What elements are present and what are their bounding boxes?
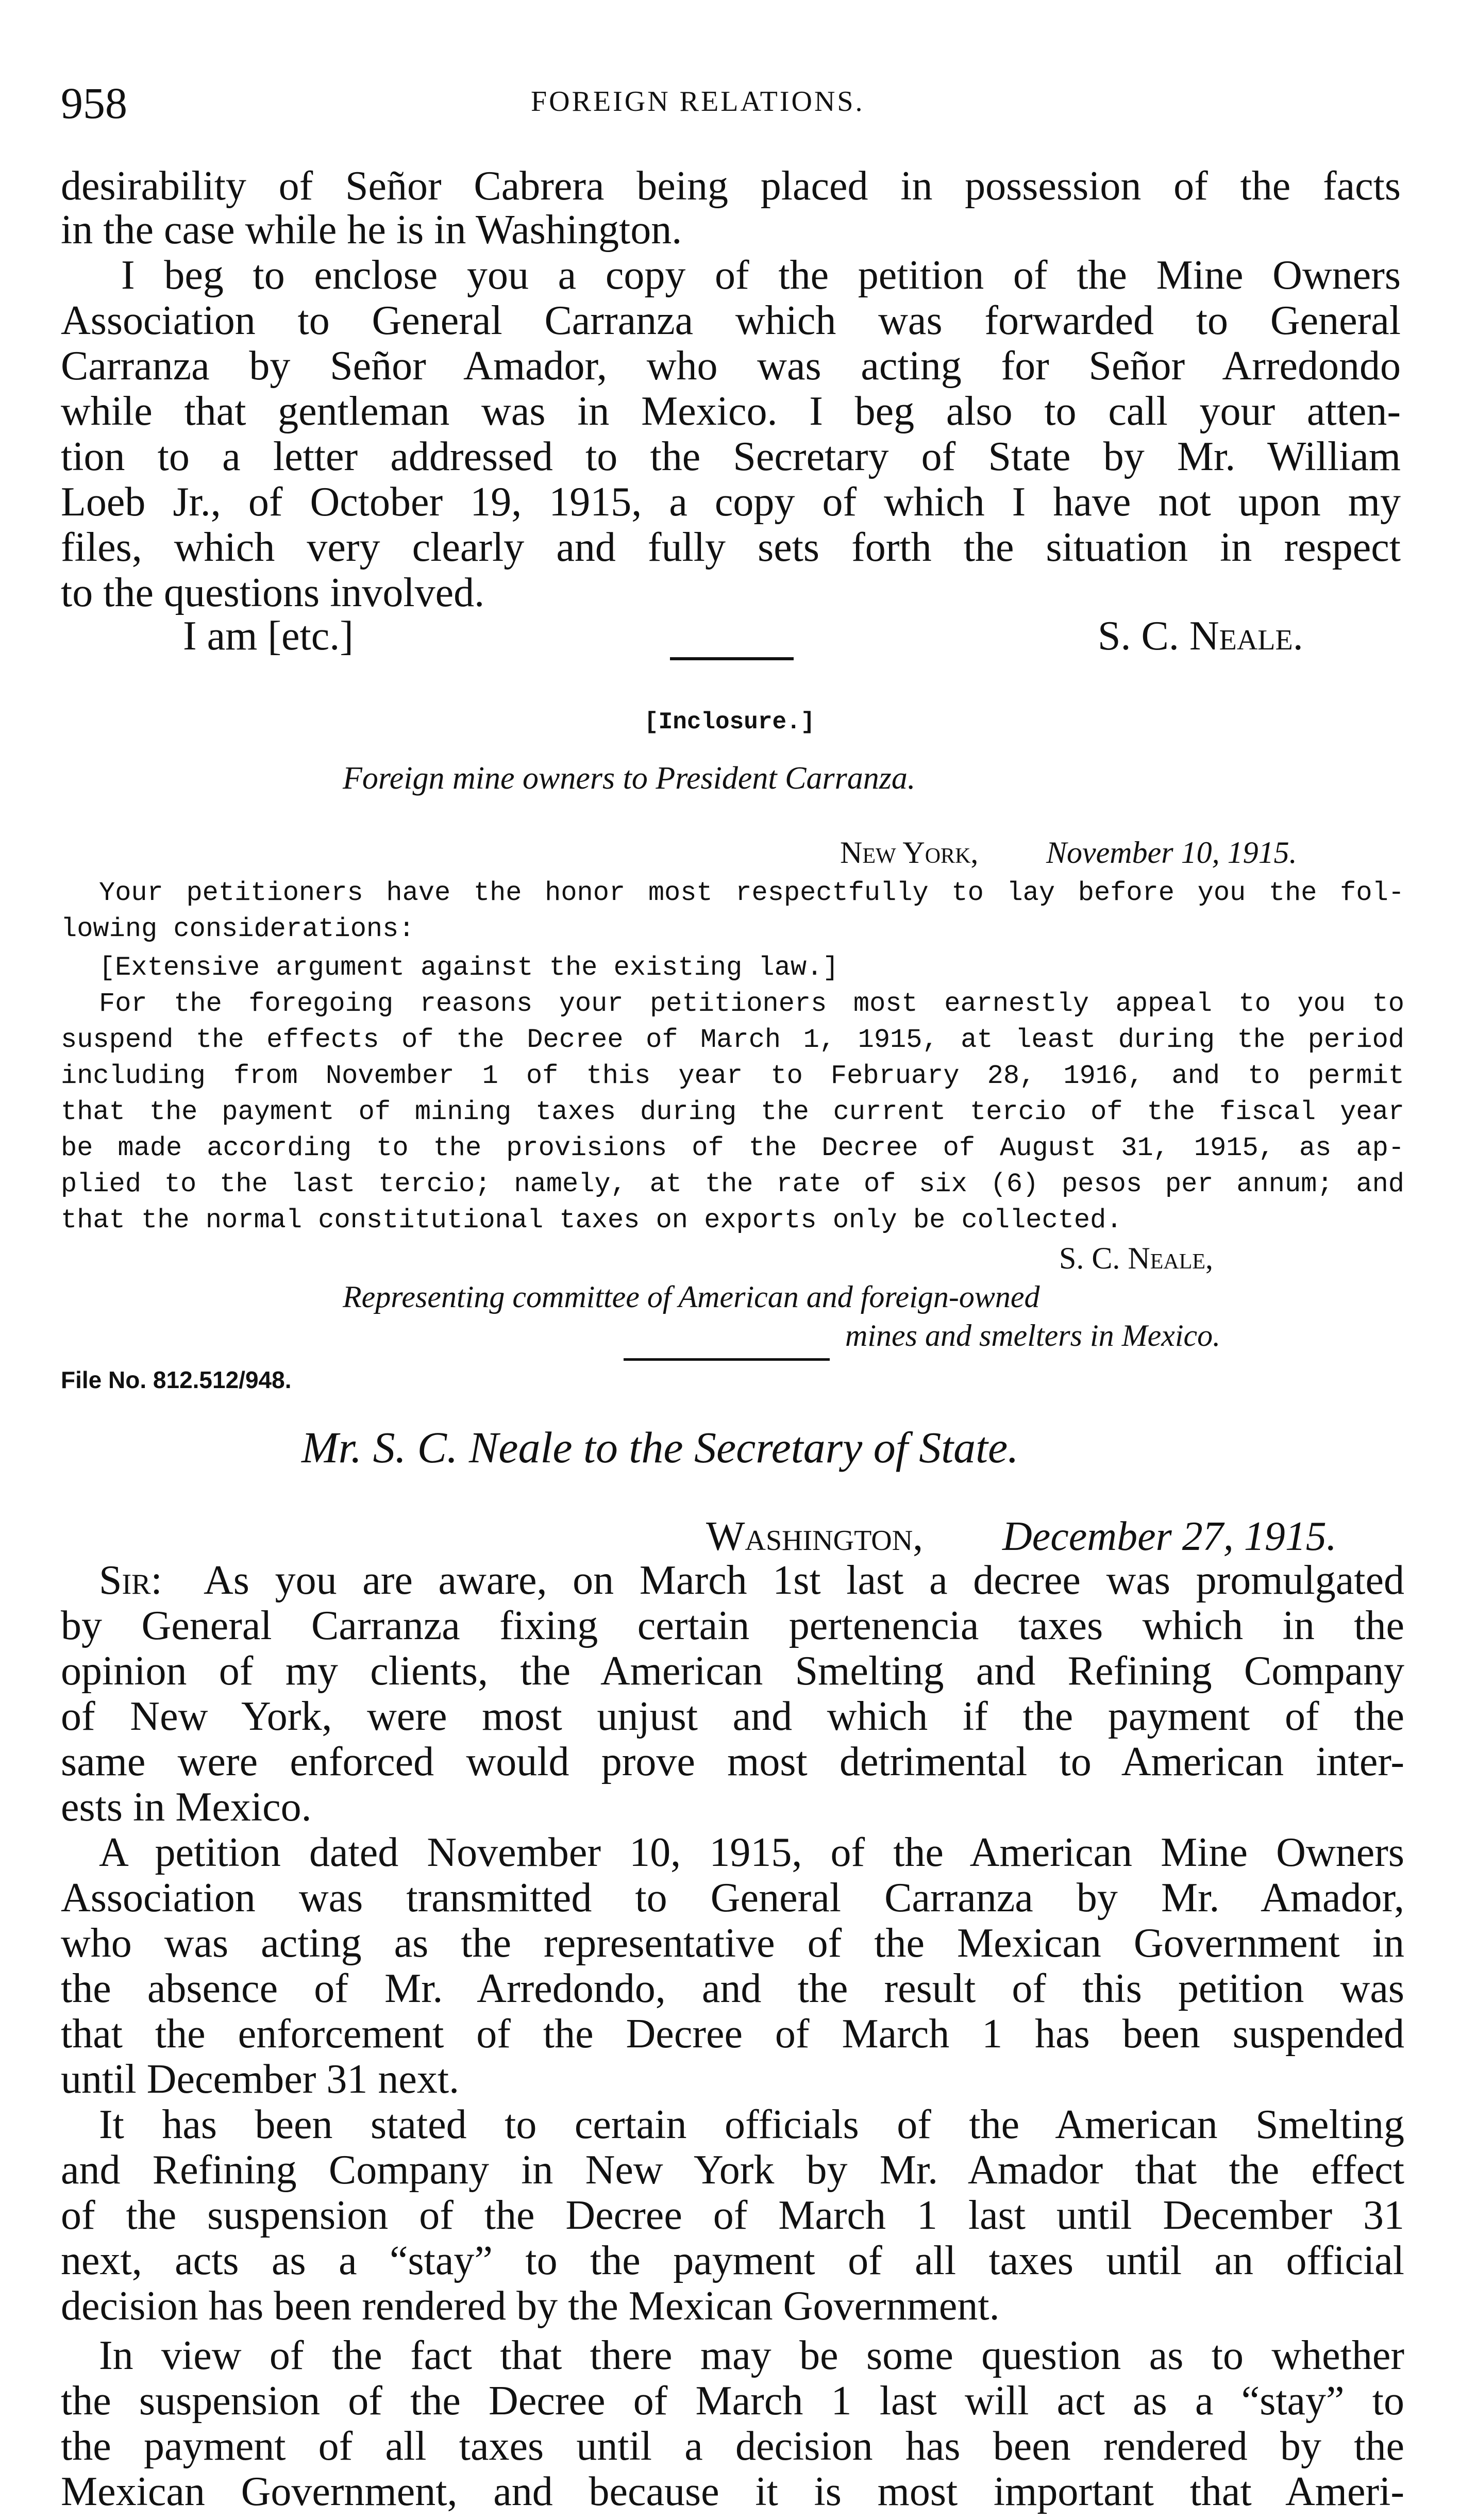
letter-line: and Refining Company in New York by Mr. Amador that the effect [61,2147,1404,2193]
text-line: Loeb Jr., of October 19, 1915, a copy of which I have not upon my [61,479,1401,525]
letter-line: until December 31 next. [61,2057,460,2102]
divider [670,657,794,660]
text-line: I beg to enclose you a copy of the petition of the Mine Owners [121,253,1401,298]
signature: S. C. Neale. [1098,613,1303,659]
letter-line: Association was transmitted to General Carranza by Mr. Amador, [61,1875,1404,1921]
inclosure-line: [Extensive argument against the existing law.] [99,953,839,983]
inclosure-line: Your petitioners have the honor most respectfully to lay before you the fol- [99,878,1404,908]
letter-line: the payment of all taxes until a decision has been rendered by the [61,2424,1404,2469]
inclosure-signature-title: Representing committee of American and foreign-owned [343,1280,1040,1314]
inclosure-signature: S. C. Neale, [1059,1241,1214,1275]
letter-line: the suspension of the Decree of March 1 last will act as a “stay” to [61,2378,1404,2424]
letter-line: ests in Mexico. [61,1784,312,1830]
letter-line: In view of the fact that there may be some question as to whether [99,2333,1404,2378]
closing: I am [etc.] [183,613,354,659]
file-number: File No. 812.512/948. [61,1366,292,1393]
inclosure-line: suspend the effects of the Decree of March 1, 1915, at least during the period [61,1025,1404,1055]
text-line: desirability of Señor Cabrera being placed in possession of the facts [61,163,1401,209]
divider [624,1358,830,1361]
text-line: Carranza by Señor Amador, who was acting for Señor Arredondo [61,343,1401,389]
letter-line: of New York, were most unjust and which if the payment of the [61,1694,1404,1739]
letter-line: who was acting as the representative of the Mexican Government in [61,1921,1404,1966]
letter-line: next, acts as a “stay” to the payment of all taxes until an official [61,2238,1404,2283]
letter-line: the absence of Mr. Arredondo, and the result of this petition was [61,1966,1404,2011]
text-line: files, which very clearly and fully sets forth the situation in respect [61,525,1401,570]
inclosure-line: including from November 1 of this year to February 28, 1916, and to permit [61,1061,1404,1091]
letter-line: same were enforced would prove most detrimental to American inter- [61,1739,1404,1784]
inclosure-line: that the payment of mining taxes during the current tercio of the fiscal year [61,1097,1404,1127]
running-title: FOREIGN RELATIONS. [531,86,865,118]
inclosure-dateline-date: November 10, 1915. [1046,836,1297,870]
letter-line: It has been stated to certain officials of the American Smelting [99,2102,1404,2147]
inclosure-line: lowing considerations: [61,914,415,944]
text-line: while that gentleman was in Mexico. I beg also to call your atten- [61,389,1401,434]
text-line: in the case while he is in Washington. [61,207,682,253]
letter-line: A petition dated November 10, 1915, of the American Mine Owners [99,1830,1404,1875]
text-line: tion to a letter addressed to the Secretary of State by Mr. William [61,434,1401,479]
inclosure-signature-title: mines and smelters in Mexico. [845,1319,1221,1353]
letter-line: As you are aware, on March 1st last a decree was promulgated [204,1558,1404,1603]
inclosure-dateline-place: New York, [840,836,979,870]
inclosure-line: plied to the last tercio; namely, at the rate of six (6) pesos per annum; and [61,1169,1404,1199]
inclosure-label: [Inclosure.] [644,709,815,736]
letter-line: that the enforcement of the Decree of March 1 has been suspended [61,2011,1404,2057]
letter-line: Mexican Government, and because it is most important that Ameri- [61,2469,1404,2514]
inclosure-line: be made according to the provisions of the Decree of August 31, 1915, as ap- [61,1133,1404,1163]
letter-line: by General Carranza fixing certain pertenencia taxes which in the [61,1603,1404,1648]
inclosure-title: Foreign mine owners to President Carranza. [343,761,916,796]
inclosure-line: For the foregoing reasons your petitioners most earnestly appeal to you to [99,989,1404,1019]
letter-line: of the suspension of the Decree of March 1 last until December 31 [61,2193,1404,2238]
letter-title: Mr. S. C. Neale to the Secretary of State. [301,1423,1019,1472]
inclosure-line: that the normal constitutional taxes on exports only be collected. [61,1205,1122,1236]
letter-dateline-date: December 27, 1915. [1002,1514,1337,1559]
letter-line: opinion of my clients, the American Smelting and Refining Company [61,1648,1404,1694]
salutation: Sir: [99,1558,162,1603]
letter-dateline-place: Washington, [706,1514,924,1559]
letter-line: decision has been rendered by the Mexican Government. [61,2283,1000,2329]
page-number: 958 [61,78,127,128]
text-line: Association to General Carranza which was forwarded to General [61,298,1401,343]
text-line: to the questions involved. [61,570,485,615]
